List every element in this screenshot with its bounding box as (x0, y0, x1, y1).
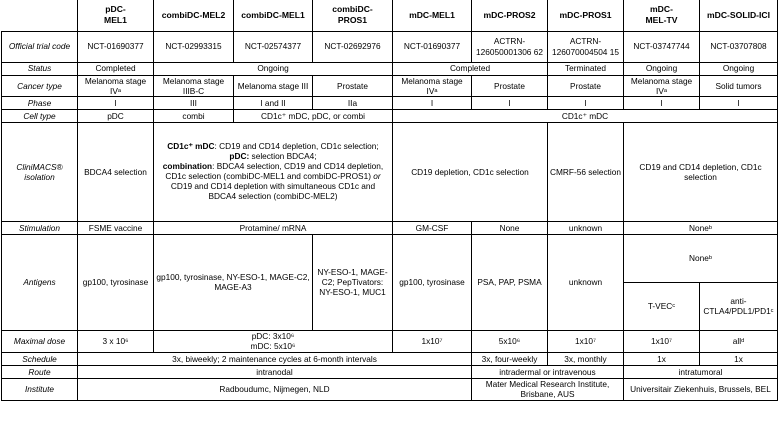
cell: Terminated (548, 62, 624, 75)
cell: intradermal or intravenous (472, 365, 624, 378)
cell: Completed (78, 62, 154, 75)
cell: 5x10⁶ (472, 330, 548, 352)
schedule-row (2, 352, 778, 365)
cell: 3x, four-weekly (472, 352, 548, 365)
cell: intratumoral (624, 365, 778, 378)
route-row (2, 365, 778, 378)
cell: NCT-03747744 (624, 31, 700, 62)
cell: Melanoma stage IVᵃ (624, 75, 700, 96)
cell: I (700, 96, 778, 109)
status-row (2, 62, 778, 75)
isolation-row (2, 122, 778, 221)
cell: Melanoma stage III (234, 75, 313, 96)
col-header: pDC- MEL1 (78, 0, 154, 31)
row-label-trial-code: Official trial code (2, 31, 78, 62)
cell: CMRF-56 selection (548, 122, 624, 221)
text: pDC: 3x10⁶ (251, 331, 295, 342)
row-label-route: Route (2, 365, 78, 378)
label-pdc: pDC: (229, 150, 250, 161)
cell: Universitair Ziekenhuis, Brussels, BEL (624, 378, 778, 400)
trial-code-row (2, 31, 778, 62)
row-label-phase: Phase (2, 96, 78, 109)
cell: pDC (78, 109, 154, 122)
corner-cell (2, 0, 78, 31)
cell: NCT-01690377 (393, 31, 472, 62)
dose-row (2, 330, 778, 352)
cell: CD19 depletion, CD1c selection (393, 122, 548, 221)
cell: Melanoma stage IVᵃ (78, 75, 154, 96)
cell: Prostate (472, 75, 548, 96)
cell: IIa (313, 96, 393, 109)
cell: Ongoing (154, 62, 393, 75)
text: CD19 and CD14 depletion with simultaneous CD1c and BDCA4 selection (combiDC-MEL2) (170, 180, 376, 201)
cell: 3 x 10⁶ (78, 330, 154, 352)
cell: Ongoing (700, 62, 778, 75)
row-label-schedule: Schedule (2, 352, 78, 365)
cell: I (472, 96, 548, 109)
cell: Mater Medical Research Institute, Brisbane, AUS (472, 378, 624, 400)
cell: gp100, tyrosinase (393, 234, 472, 330)
cell: NCT-02692976 (313, 31, 393, 62)
col-header: combiDC- PROS1 (313, 0, 393, 31)
label-combination: combination (162, 160, 213, 171)
antigens-row-top (2, 234, 778, 282)
cell: III (154, 96, 234, 109)
col-header: mDC- MEL-TV (624, 0, 700, 31)
cell: anti-CTLA4/PDL1/PD1ᶜ (700, 282, 778, 330)
cell: PSA, PAP, PSMA (472, 234, 548, 330)
col-header: mDC-MEL1 (393, 0, 472, 31)
cell: intranodal (78, 365, 472, 378)
col-header: combiDC-MEL1 (234, 0, 313, 31)
cell: GM-CSF (393, 221, 472, 234)
cell: CD1c⁺ mDC, pDC, or combi (234, 109, 393, 122)
row-label-stimulation: Stimulation (2, 221, 78, 234)
text: : CD19 and CD14 depletion, CD1c selection; (214, 140, 379, 151)
col-header: combiDC-MEL2 (154, 0, 234, 31)
cell: Solid tumors (700, 75, 778, 96)
cell: 3x, biweekly; 2 maintenance cycles at 6-month intervals (78, 352, 472, 365)
cell: 1x10⁷ (624, 330, 700, 352)
stimulation-row (2, 221, 778, 234)
cell: Ongoing (624, 62, 700, 75)
cell-type-row (2, 109, 778, 122)
row-label-cancer-type: Cancer type (2, 75, 78, 96)
cell: I (624, 96, 700, 109)
institute-row (2, 378, 778, 400)
col-header: mDC-PROS1 (548, 0, 624, 31)
cell: FSME vaccine (78, 221, 154, 234)
text: selection BDCA4; (249, 150, 317, 161)
row-label-status: Status (2, 62, 78, 75)
cell: Completed (393, 62, 548, 75)
cell: 3x, monthly (548, 352, 624, 365)
cell: None (472, 221, 548, 234)
text-or: or (373, 170, 381, 181)
cell: 1x (624, 352, 700, 365)
label-cd1c-mdc: CD1c⁺ mDC (167, 140, 215, 151)
row-label-isolation: CliniMACS® isolation (2, 122, 78, 221)
cell: 1x10⁷ (548, 330, 624, 352)
trial-comparison-table (1, 0, 778, 401)
cell: NCT-03707808 (700, 31, 778, 62)
cell: Prostate (313, 75, 393, 96)
cell: CD1c⁺ mDC (393, 109, 778, 122)
text: : BDCA4 selection, CD19 and CD14 depletion, CD1c selection (combiDC-MEL1 and combiDC-PROS1) (165, 160, 384, 181)
col-header: mDC-SOLID-ICI (700, 0, 778, 31)
row-label-cell-type: Cell type (2, 109, 78, 122)
cell (154, 330, 393, 352)
cell: ACTRN-126050001306 62 (472, 31, 548, 62)
cell-combi-isolation (154, 122, 393, 221)
cell: Melanoma stage IVᵃ (393, 75, 472, 96)
cell: gp100, tyrosinase, NY-ESO-1, MAGE-C2, MAGE-A3 (154, 234, 313, 330)
cell: I (393, 96, 472, 109)
cell: Noneᵇ (624, 221, 778, 234)
header-row (2, 0, 778, 31)
row-label-antigens: Antigens (2, 234, 78, 330)
cell: gp100, tyrosinase (78, 234, 154, 330)
col-header: mDC-PROS2 (472, 0, 548, 31)
cell: NCT-02574377 (234, 31, 313, 62)
cell: NCT-01690377 (78, 31, 154, 62)
cell: Protamine/ mRNA (154, 221, 393, 234)
cell: 1x10⁷ (393, 330, 472, 352)
cell: CD19 and CD14 depletion, CD1c selection (624, 122, 778, 221)
cell: I (548, 96, 624, 109)
cell: BDCA4 selection (78, 122, 154, 221)
cancer-type-row (2, 75, 778, 96)
row-label-institute: Institute (2, 378, 78, 400)
cell: unknown (548, 234, 624, 330)
cell: 1x (700, 352, 778, 365)
cell: Radboudumc, Nijmegen, NLD (78, 378, 472, 400)
cell: allᵈ (700, 330, 778, 352)
phase-row (2, 96, 778, 109)
cell: Noneᵇ (624, 234, 778, 282)
cell: Melanoma stage IIIB-C (154, 75, 234, 96)
cell: NCT-02993315 (154, 31, 234, 62)
cell: NY-ESO-1, MAGE-C2; PepTivators: NY-ESO-1, MUC1 (313, 234, 393, 330)
cell: combi (154, 109, 234, 122)
cell: T-VECᶜ (624, 282, 700, 330)
cell: Prostate (548, 75, 624, 96)
cell: I (78, 96, 154, 109)
text: mDC: 5x10⁶ (250, 341, 296, 352)
row-label-dose: Maximal dose (2, 330, 78, 352)
cell: I and II (234, 96, 313, 109)
cell: ACTRN-126070004504 15 (548, 31, 624, 62)
cell: unknown (548, 221, 624, 234)
